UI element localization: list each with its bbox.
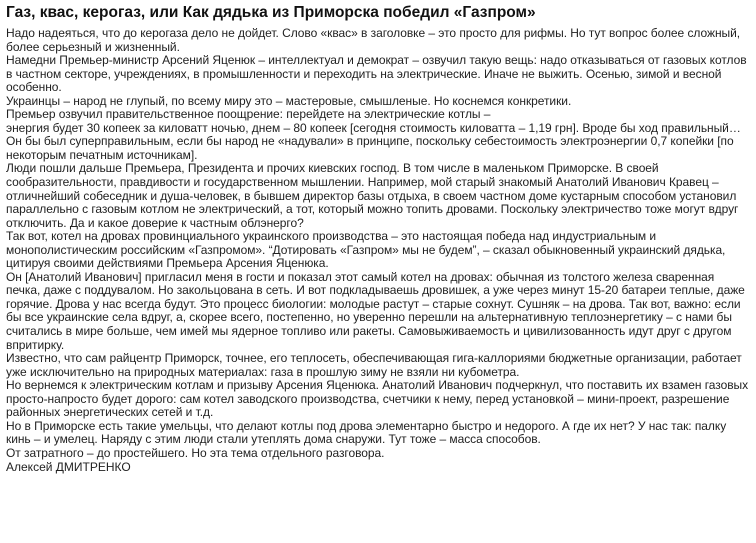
- paragraph: Известно, что сам райцентр Приморск, точнее, его теплосеть, обеспечивающая гига-каллориями бюджетные организации, работает уже исключительно на природных материалах: газа в прошлую зиму не взяли ни кубометра.: [6, 351, 742, 379]
- paragraph: энергия будет 30 копеек за киловатт ночью, днем – 80 копеек [сегодня стоимость киловатта – 1,19 грн]. Вроде бы ход правильный… Он бы был суперправильным, если бы народ не «надували» в принципе, поскольку себестоимость электроэнергии 0,7 копейки [по некоторым печатным источникам].: [6, 120, 741, 162]
- article-title: Газ, квас, керогаз, или Как дядька из Приморска победил «Газпром»: [6, 4, 536, 21]
- paragraph: Так вот, котел на дровах провинциального украинского производства – это настоящая победа над индустриальным и монополистическим российским «Газпромом». “Дотировать «Газпром» мы не будем”, – сказал обыкновенный украинский дядька, цитируя своими действиями Премьера Арсения Яценюка.: [6, 229, 726, 271]
- paragraph: Он [Анатолий Иванович] пригласил меня в гости и показал этот самый котел на дровах: обычная из толстого железа сваренная печка, даже с поддувалом. Но закольцована в сеть. И вот подкладываешь дровишек, а уже через минут 15-20 батареи теплые, даже горячие. Дрова у нас всегда будут. Это процесс биологии: молодые растут – старые сохнут. Сушняк – на дрова. Так вот, важно: если бы все украинские села вдруг, а, скорее всего, постепенно, но уверенно перешли на альтернативную теплоэнергетику – с нами бы считались в мире больше, чем имей мы ядерное топливо или ракеты. Самовыживаемость и цивилизованность идут друг с другом впритирку.: [6, 269, 745, 352]
- paragraph: Люди пошли дальше Премьера, Президента и прочих киевских господ. В том числе в маленьком Приморске. В своей сообразительности, правдивости и государственном мышлении. Например, мой старый знакомый Анатолий Иванович Кравец – отличнейший собеседник и душа-человек, в бывшем директор базы отдыха, в своем частном доме кустарным способом установил параллельно с газовым котлом не электрический, а тот, который можно топить дровами. Поскольку электричество тоже могут вдруг отключить. Да и какое доверие к частным облэнерго?: [6, 161, 739, 230]
- author-signature: Алексей ДМИТРЕНКО: [6, 459, 131, 474]
- paragraph: Надо надеяться, что до керогаза дело не дойдет. Слово «квас» в заголовке – это просто для рифмы. Но тут вопрос более сложный, более серьезный и жизненный.: [6, 26, 741, 54]
- paragraph: Намедни Премьер-министр Арсений Яценюк – интеллектуал и демократ – озвучил такую вещь: надо отказываться от газовых котлов в частном секторе, учреждениях, в промышленности и переходить на электрические. Иначе не выжить. Осенью, зимой и весной особенно.: [6, 53, 747, 95]
- paragraph: От затратного – до простейшего. Но эта тема отдельного разговора.: [6, 445, 385, 460]
- paragraph: Но в Приморске есть такие умельцы, что делают котлы под дрова элементарно быстро и недорого. А где их нет? У нас так: палку кинь – и умелец. Наряду с этим люди стали утеплять дома снаружи. Тут тоже – масса способов.: [6, 418, 727, 447]
- article-body: [6, 27, 750, 461]
- paragraph: Но вернемся к электрическим котлам и призыву Арсения Яценюка. Анатолий Иванович подчеркнул, что поставить их взамен газовых просто-напросто будет дорого: сам котел заводского производства, счетчики к нему, перед установкой – мини-проект, разрешение районных энергетических сетей и т.д.: [6, 378, 749, 420]
- paragraph: Украинцы – народ не глупый, по всему миру это – мастеровые, смышленые. Но коснемся конкретики.: [6, 93, 572, 108]
- paragraph: Премьер озвучил правительственное поощрение: перейдете на электрические котлы –: [6, 107, 491, 122]
